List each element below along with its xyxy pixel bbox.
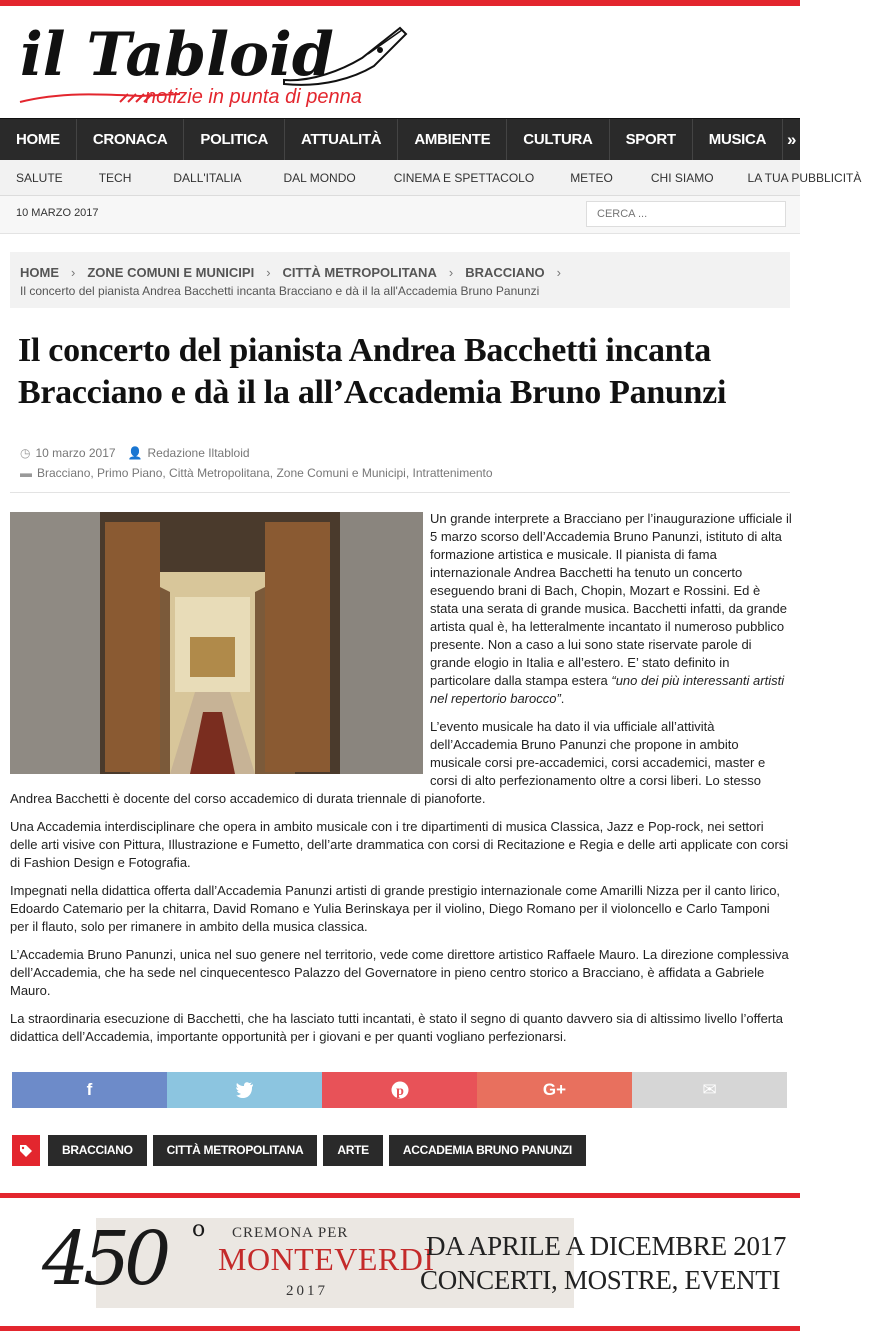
nav-more-button[interactable]: » [786,130,797,149]
facebook-icon: f [86,1080,93,1099]
breadcrumb-item-zone[interactable]: ZONE COMUNI E MUNICIPI [87,264,255,280]
share-bar [12,1072,787,1108]
article-title: Il concerto del pianista Andrea Bacchetti incanta Bracciano e dà il la all’Accademia Bruno Panunzi [18,332,727,411]
article-paragraph-3: Una Accademia interdisciplinare che opera in ambito musicale con i tre dipartimenti di musica Classica, Jazz e Pop-rock, nei settori delle arti visive con Pittura, Illustrazione e Fumetto, dell’arte drammatica con corsi di Recitazione e Regia e delle arti applicate con corsi di Fashion Design e Fotografia. [10,819,789,870]
subnav-item-meteo[interactable]: METEO [570,171,613,185]
article-paragraph-4: Impegnati nella didattica offerta dall’Accademia Panunzi artisti di grande prestigio internazionale come Amarilli Nizza per il canto lirico, Edoardo Catemario per la chitarra, David Romano e Yulia Berinskaya per il violino, Diego Romano per il violoncello e Carlo Tamponi per il flauto, solo per rimanere in ambito della musica classica. [10,883,781,934]
tag-citta-metropolitana[interactable]: CITTÀ METROPOLITANA [153,1135,318,1166]
banner-number: 450 [42,1216,166,1302]
share-email-button[interactable] [632,1072,787,1108]
main-nav [0,118,800,160]
tag-accademia-bruno-panunzi[interactable]: ACCADEMIA BRUNO PANUNZI [389,1135,586,1166]
chevron-right-icon: › [448,264,454,280]
article-paragraph-1: Un grande interprete a Bracciano per l’inaugurazione ufficiale il 5 marzo scorso dell’Accademia Bruno Panunzi, istituto di alta formazione artistica e musicale. Il pianista di fama internazionale Andrea Bacchetti ha tenuto un concerto eseguendo brani di Bach, Chopin, Mozart e Rossini. Ed è stata una serata di grande musica. Bacchetti infatti, da grande artista qual è, ha letteralmente incantato il numeroso pubblico presente. Non a caso a lui sono state riservate parole di grande elogio in Italia e all’estero. E’ stato definito in particolare dalla stampa estera “uno dei più interessanti artisti nel repertorio barocco”. [430,511,792,706]
article-author[interactable]: Redazione Iltabloid [147,446,250,460]
share-pinterest-button[interactable] [322,1072,477,1108]
subnav-item-pubblicita[interactable]: LA TUA PUBBLICITÀ [747,171,862,185]
site-tagline: notizie in punta di penna [145,86,362,108]
banner-year: 2017 [286,1283,328,1299]
pinterest-icon [391,1081,409,1099]
subnav-item-dalmondo[interactable]: DAL MONDO [283,171,356,185]
site-header [0,6,800,118]
nav-item-sport[interactable]: SPORT [610,119,693,161]
breadcrumb-current: Il concerto del pianista Andrea Bacchetti incanta Bracciano e dà il la all'Accademia Bruno Panunzi [20,284,540,298]
tag-icon [12,1135,40,1166]
share-facebook-button[interactable] [12,1072,167,1108]
nav-item-musica[interactable]: MUSICA [693,119,783,161]
nav-item-home[interactable]: HOME [0,119,77,161]
nav-item-cultura[interactable]: CULTURA [507,119,609,161]
subnav-item-cinema[interactable]: CINEMA E SPETTACOLO [393,171,535,185]
article-body [10,510,792,1056]
svg-text:p: p [395,1084,404,1099]
subnav-item-chisiamo[interactable]: CHI SIAMO [650,171,714,185]
share-twitter-button[interactable] [167,1072,322,1108]
nav-item-ambiente[interactable]: AMBIENTE [398,119,507,161]
chevron-right-icon: › [71,264,76,280]
tag-arte[interactable]: ARTE [323,1135,382,1166]
banner-line1: CREMONA PER [232,1225,349,1241]
date-bar [0,196,800,234]
article-date: 10 marzo 2017 [35,446,116,460]
nav-item-attualita[interactable]: ATTUALITÀ [285,119,398,161]
article-paragraph-6: La straordinaria esecuzione di Bacchetti, che ha lasciato tutti incantati, è stato il segno di quanto davvero sia di altissimo livello l’offerta didattica dell’Accademia, importante opportunità per i giovani e per quanti vogliano perfezionarsi. [10,1011,783,1044]
article-paragraph-5: L’Accademia Bruno Panunzi, unica nel suo genere nel territorio, vede come direttore artistico Raffaele Mauro. La direzione complessiva dell’Accademia, che ha sede nel cinquecentesco Palazzo del Governatore in pieno centro storico a Bracciano, è affidata a Gabriele Mauro. [10,947,789,998]
user-icon: 👤 [127,446,143,460]
subnav-item-salute[interactable]: SALUTE [16,171,63,185]
breadcrumb-item-citta[interactable]: CITTÀ METROPOLITANA [282,264,437,280]
divider [10,492,790,493]
banner-degree: o [192,1217,206,1242]
article-categories[interactable]: Bracciano, Primo Piano, Città Metropolitana, Zone Comuni e Municipi, Intrattenimento [37,466,493,480]
tag-list [12,1135,592,1166]
article-paragraph-2: L’evento musicale ha dato il via ufficiale all’attività dell’Accademia Bruno Panunzi che propone in ambito musicale corsi pre-accademici, corsi accademici, master e corsi di alto perfezionamento oltre a corsi liberi. Lo stesso Andrea Bacchetti è docente del corso accademico di durata triennale di pianoforte. [10,719,766,806]
pen-nib-icon [282,20,407,90]
clock-icon: ◷ [20,446,31,460]
banner-dates: DA APRILE A DICEMBRE 2017 [426,1231,787,1261]
banner-line2: MONTEVERDI [218,1241,435,1277]
banner-bottom-line [0,1326,800,1331]
article-meta [20,443,493,483]
search-input[interactable] [586,201,786,227]
share-google-plus-button[interactable] [477,1072,632,1108]
nav-item-politica[interactable]: POLITICA [184,119,285,161]
nav-item-cronaca[interactable]: CRONACA [77,119,185,161]
tag-bracciano[interactable]: BRACCIANO [48,1135,147,1166]
banner-events: CONCERTI, MOSTRE, EVENTI [420,1265,781,1295]
folder-icon: ▬ [20,466,32,480]
current-date: 10 MARZO 2017 [16,207,99,219]
twitter-icon [236,1082,254,1098]
banner-top-line [0,1193,800,1198]
ad-banner[interactable] [0,1201,800,1324]
breadcrumb-item-home[interactable]: HOME [20,264,59,280]
email-icon: ✉ [702,1080,717,1099]
breadcrumb [10,252,790,308]
google-plus-icon: G+ [542,1080,567,1099]
subnav-item-tech[interactable]: TECH [98,171,132,185]
subnav-item-dallitalia[interactable]: DALL'ITALIA [173,171,242,185]
breadcrumb-item-bracciano[interactable]: BRACCIANO [465,264,545,280]
secondary-nav [0,160,862,196]
chevron-right-icon: › [556,264,561,280]
site-logo[interactable]: il Tabloid [20,20,334,90]
chevron-right-icon: › [266,264,271,280]
